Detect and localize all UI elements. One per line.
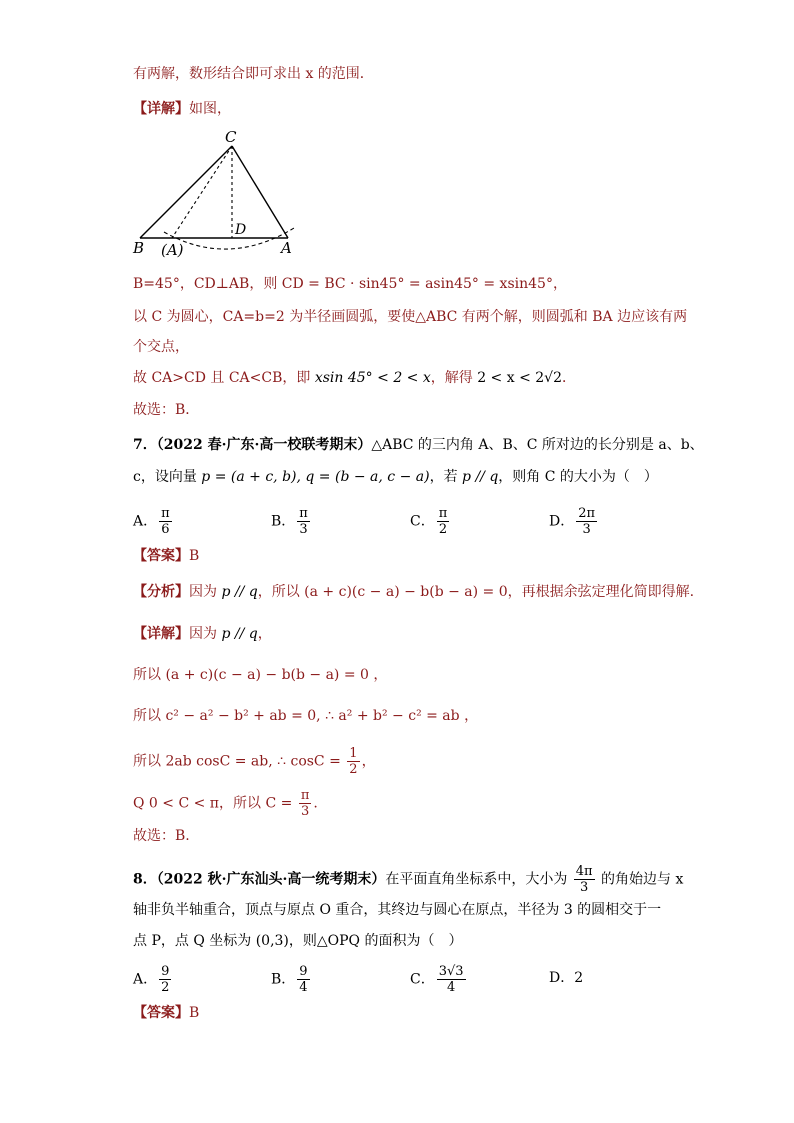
q7-vector-def: p = (a + c, b), q = (b − a, c − a) [201, 469, 430, 485]
option-num: π [438, 506, 448, 521]
label-a: A [281, 239, 292, 257]
detail-parallel: p // q [221, 626, 258, 642]
condition-line [133, 368, 576, 388]
condition-text: ，解得 [430, 370, 478, 386]
frac-num: π [300, 788, 310, 803]
option-num: 3√3 [438, 964, 464, 979]
side-ca-prime [172, 146, 232, 238]
detail-text: 因为 [189, 626, 222, 642]
analysis-line [133, 582, 694, 602]
q8-line3: 点 P，点 Q 坐标为 (0,3)，则△OPQ 的面积为（ ） [133, 933, 463, 949]
frac-num: 4π [575, 864, 593, 879]
text-line: B=45°，CD⊥AB，则 CD = BC · sin45° = asin45° = xsin45°， [133, 276, 567, 292]
frac-den: 2 [349, 762, 358, 777]
q8-line1 [133, 864, 683, 895]
option-letter: A． [133, 513, 158, 530]
analysis-tag: 【分析】 [133, 584, 189, 600]
detail-step: 所以 c² − a² − b² + ab = 0, ∴ a² + b² − c² = ab ， [133, 708, 479, 724]
q7-body: ，则角 C 的大小为（ ） [498, 469, 658, 485]
option-letter: A． [133, 971, 158, 988]
analysis-parallel: p // q [221, 584, 258, 600]
option-value: 2 [574, 970, 584, 986]
choose-line: 故选：B. [133, 828, 190, 844]
q7-head: 7．（2022 春·广东·高一校联考期末） [133, 437, 372, 453]
answer-value: B [189, 548, 200, 564]
option-den: 6 [161, 522, 170, 537]
q7-option-b[interactable] [271, 506, 312, 537]
q8-head: 8．（2022 秋·广东汕头·高一统考期末） [133, 871, 386, 888]
analysis-text: ，再根据余弦定理化简即得解. [507, 584, 695, 600]
choose-line: 故选：B． [133, 402, 200, 418]
q7-body: ，若 [429, 469, 463, 485]
analysis-text: ，所以 (a + c)(c − a) − b(b − a) = 0 [257, 584, 508, 600]
detail-step [133, 788, 318, 819]
option-den: 2 [438, 522, 448, 537]
answer-value: B [189, 1005, 200, 1021]
label-d: D [235, 222, 247, 238]
option-letter: B． [271, 513, 296, 530]
q7-body: c，设向量 [133, 469, 202, 485]
frac-den: 3 [580, 880, 589, 895]
q7-parallel: p // q [462, 469, 499, 485]
q7-line1 [133, 435, 704, 455]
detail-text: 所以 2ab cosC = ab, ∴ cosC = [133, 753, 346, 770]
q8-option-d[interactable] [549, 968, 583, 988]
detail-text: . [313, 795, 318, 812]
detail-step: 所以 (a + c)(c − a) − b(b − a) = 0 ， [133, 667, 388, 683]
detail-text: Q 0 < C < π，所以 C = [133, 795, 297, 812]
condition-text: ． [562, 370, 577, 386]
detail-intro: 如图， [189, 101, 231, 117]
solution-formula: 2 < x < 2√2 [477, 370, 563, 386]
q7-option-c[interactable] [410, 506, 451, 537]
q7-option-d[interactable] [549, 506, 599, 537]
text-line: 有两解，数形结合即可求出 x 的范围． [133, 66, 374, 82]
q8-body: 在平面直角坐标系中，大小为 [385, 871, 572, 888]
option-letter: C． [410, 971, 435, 988]
answer-line [133, 1003, 199, 1023]
q8-option-b[interactable] [271, 964, 312, 995]
option-letter: B． [271, 971, 296, 988]
label-c: C [225, 128, 237, 146]
q8-body: 的角始边与 x [596, 871, 684, 888]
q7-body: △ABC 的三内角 A、B、C 所对边的长分别是 a、b、 [371, 437, 704, 453]
condition-text: 故 CA>CD 且 CA<CB，即 [133, 370, 315, 386]
q8-line2: 轴非负半轴重合，顶点与原点 O 重合，其终边与圆心在原点，半径为 3 的圆相交于一 [133, 902, 662, 918]
frac-den: 3 [300, 804, 310, 819]
frac-num: 1 [349, 746, 358, 761]
detail-text: ， [361, 753, 376, 770]
label-b: B [133, 239, 145, 257]
analysis-text: 因为 [189, 584, 222, 600]
q8-option-a[interactable] [133, 964, 173, 995]
answer-tag: 【答案】 [133, 1005, 189, 1021]
detail-line [133, 624, 272, 644]
option-den: 4 [299, 980, 308, 995]
detail-tag: 【详解】 [133, 626, 189, 642]
detail-step [133, 746, 376, 777]
option-num: 9 [161, 964, 170, 979]
option-den: 3 [299, 522, 308, 537]
condition-formula: xsin 45° < 2 < x [314, 370, 431, 386]
q8-option-c[interactable] [410, 964, 468, 995]
option-num: π [299, 506, 308, 521]
detail-tag: 【详解】 [133, 101, 189, 117]
answer-line [133, 546, 199, 566]
text-line: 以 C 为圆心，CA=b=2 为半径画圆弧，要使△ABC 有两个解，则圆弧和 BA 边应该有两 [133, 309, 688, 325]
answer-tag: 【答案】 [133, 548, 189, 564]
side-bc [140, 146, 232, 238]
option-den: 3 [582, 522, 591, 537]
option-letter: D． [549, 970, 575, 986]
option-num: 9 [299, 964, 308, 979]
triangle-figure [128, 126, 308, 261]
option-num: π [161, 506, 170, 521]
q7-option-a[interactable] [133, 506, 174, 537]
detail-text: ， [257, 626, 272, 642]
label-a-prime: (A) [161, 241, 184, 259]
option-letter: C． [410, 513, 435, 530]
text-line: 个交点， [133, 339, 189, 355]
option-den: 2 [161, 980, 170, 995]
option-letter: D． [549, 513, 575, 530]
option-num: 2π [578, 506, 596, 521]
detail-line [133, 99, 231, 119]
option-den: 4 [446, 980, 456, 995]
q7-line2 [133, 467, 658, 487]
